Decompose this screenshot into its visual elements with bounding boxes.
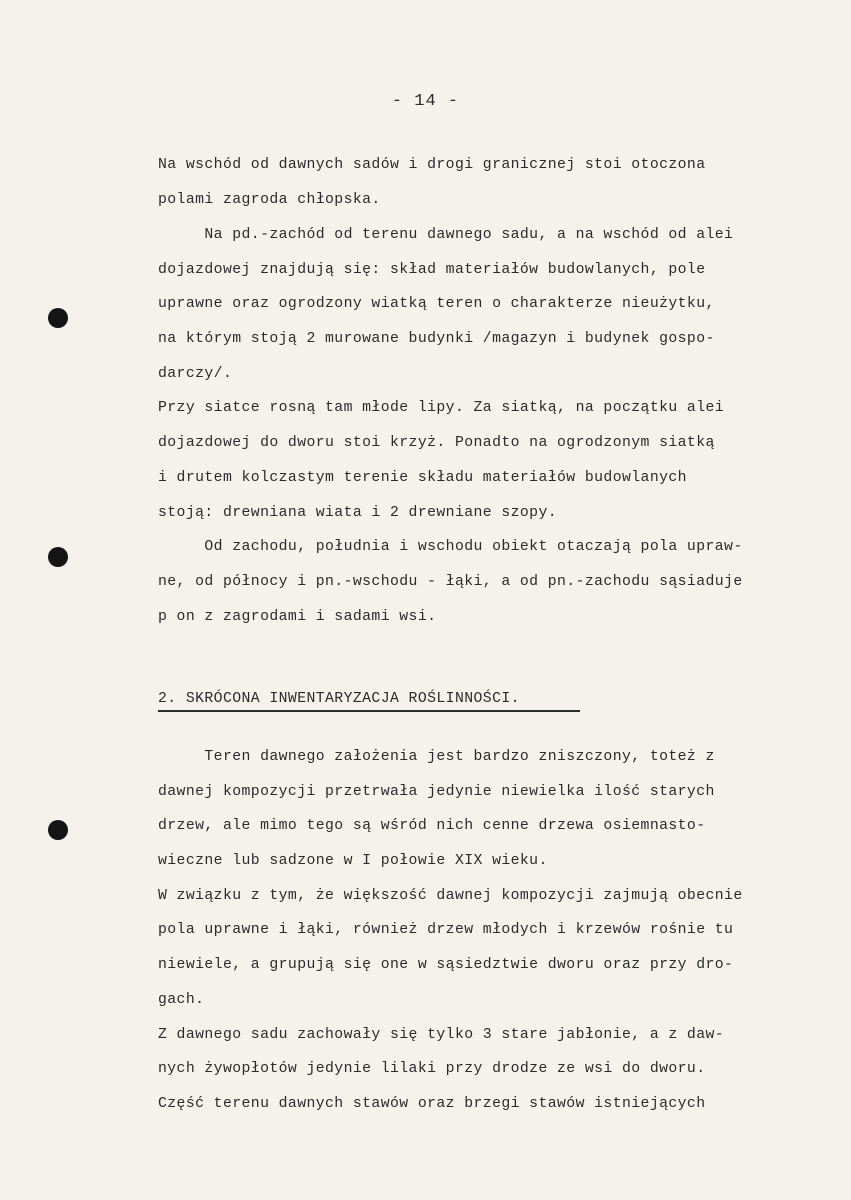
text-line: dojazdowej znajdują się: skład materiałów budowlanych, pole (158, 261, 706, 278)
heading-underline (158, 710, 580, 712)
text-line: ne, od północy i pn.-wschodu - łąki, a od pn.-zachodu sąsiaduje (158, 573, 743, 590)
paragraph-1 (158, 148, 838, 217)
text-line: Teren dawnego założenia jest bardzo zniszczony, toteż z (158, 749, 715, 765)
text-line: Z dawnego sadu zachowały się tylko 3 stare jabłonie, a z daw- (158, 1026, 725, 1043)
text-line: Od zachodu, południa i wschodu obiekt otaczają pola upraw- (158, 539, 743, 556)
text-line: p on z zagrodami i sadami wsi. (158, 608, 437, 625)
text-line: Na pd.-zachód od terenu dawnego sadu, a na wschód od alei (158, 227, 734, 243)
punch-hole-bottom (48, 820, 68, 840)
text-line: Na wschód od dawnych sadów i drogi granicznej stoi otoczona (158, 157, 706, 173)
paragraph-2 (158, 218, 838, 634)
text-line: drzew, ale mimo tego są wśród nich cenne drzewa osiemnasto- (158, 818, 706, 835)
paragraph-3 (158, 740, 838, 1122)
section-heading: 2. SKRÓCONA INWENTARYZACJA ROŚLINNOŚCI. (158, 691, 520, 707)
text-line: Przy siatce rosną tam młode lipy. Za siatką, na początku alei (158, 400, 725, 417)
text-line: uprawne oraz ogrodzony wiatką teren o charakterze nieużytku, (158, 296, 715, 313)
text-line: polami zagroda chłopska. (158, 191, 381, 208)
text-line: na którym stoją 2 murowane budynki /magazyn i budynek gospo- (158, 331, 715, 348)
text-line: niewiele, a grupują się one w sąsiedztwie dworu oraz przy dro- (158, 957, 734, 974)
text-line: W związku z tym, że większość dawnej kompozycji zajmują obecnie (158, 887, 743, 904)
text-line: pola uprawne i łąki, również drzew młodych i krzewów rośnie tu (158, 922, 734, 939)
text-line: darczy/. (158, 365, 233, 382)
text-line: dawnej kompozycji przetrwała jedynie niewielka ilość starych (158, 783, 715, 800)
text-line: stoją: drewniana wiata i 2 drewniane szopy. (158, 504, 558, 521)
punch-hole-top (48, 308, 68, 328)
text-line: wieczne lub sadzone w I połowie XIX wieku. (158, 853, 548, 870)
text-line: nych żywopłotów jedynie lilaki przy drodze ze wsi do dworu. (158, 1061, 706, 1078)
text-line: Część terenu dawnych stawów oraz brzegi stawów istniejących (158, 1095, 706, 1112)
text-line: i drutem kolczastym terenie składu materiałów budowlanych (158, 469, 687, 486)
punch-hole-middle (48, 547, 68, 567)
text-line: gach. (158, 991, 205, 1008)
page-number: - 14 - (391, 92, 460, 111)
text-line: dojazdowej do dworu stoi krzyż. Ponadto na ogrodzonym siatką (158, 435, 715, 452)
